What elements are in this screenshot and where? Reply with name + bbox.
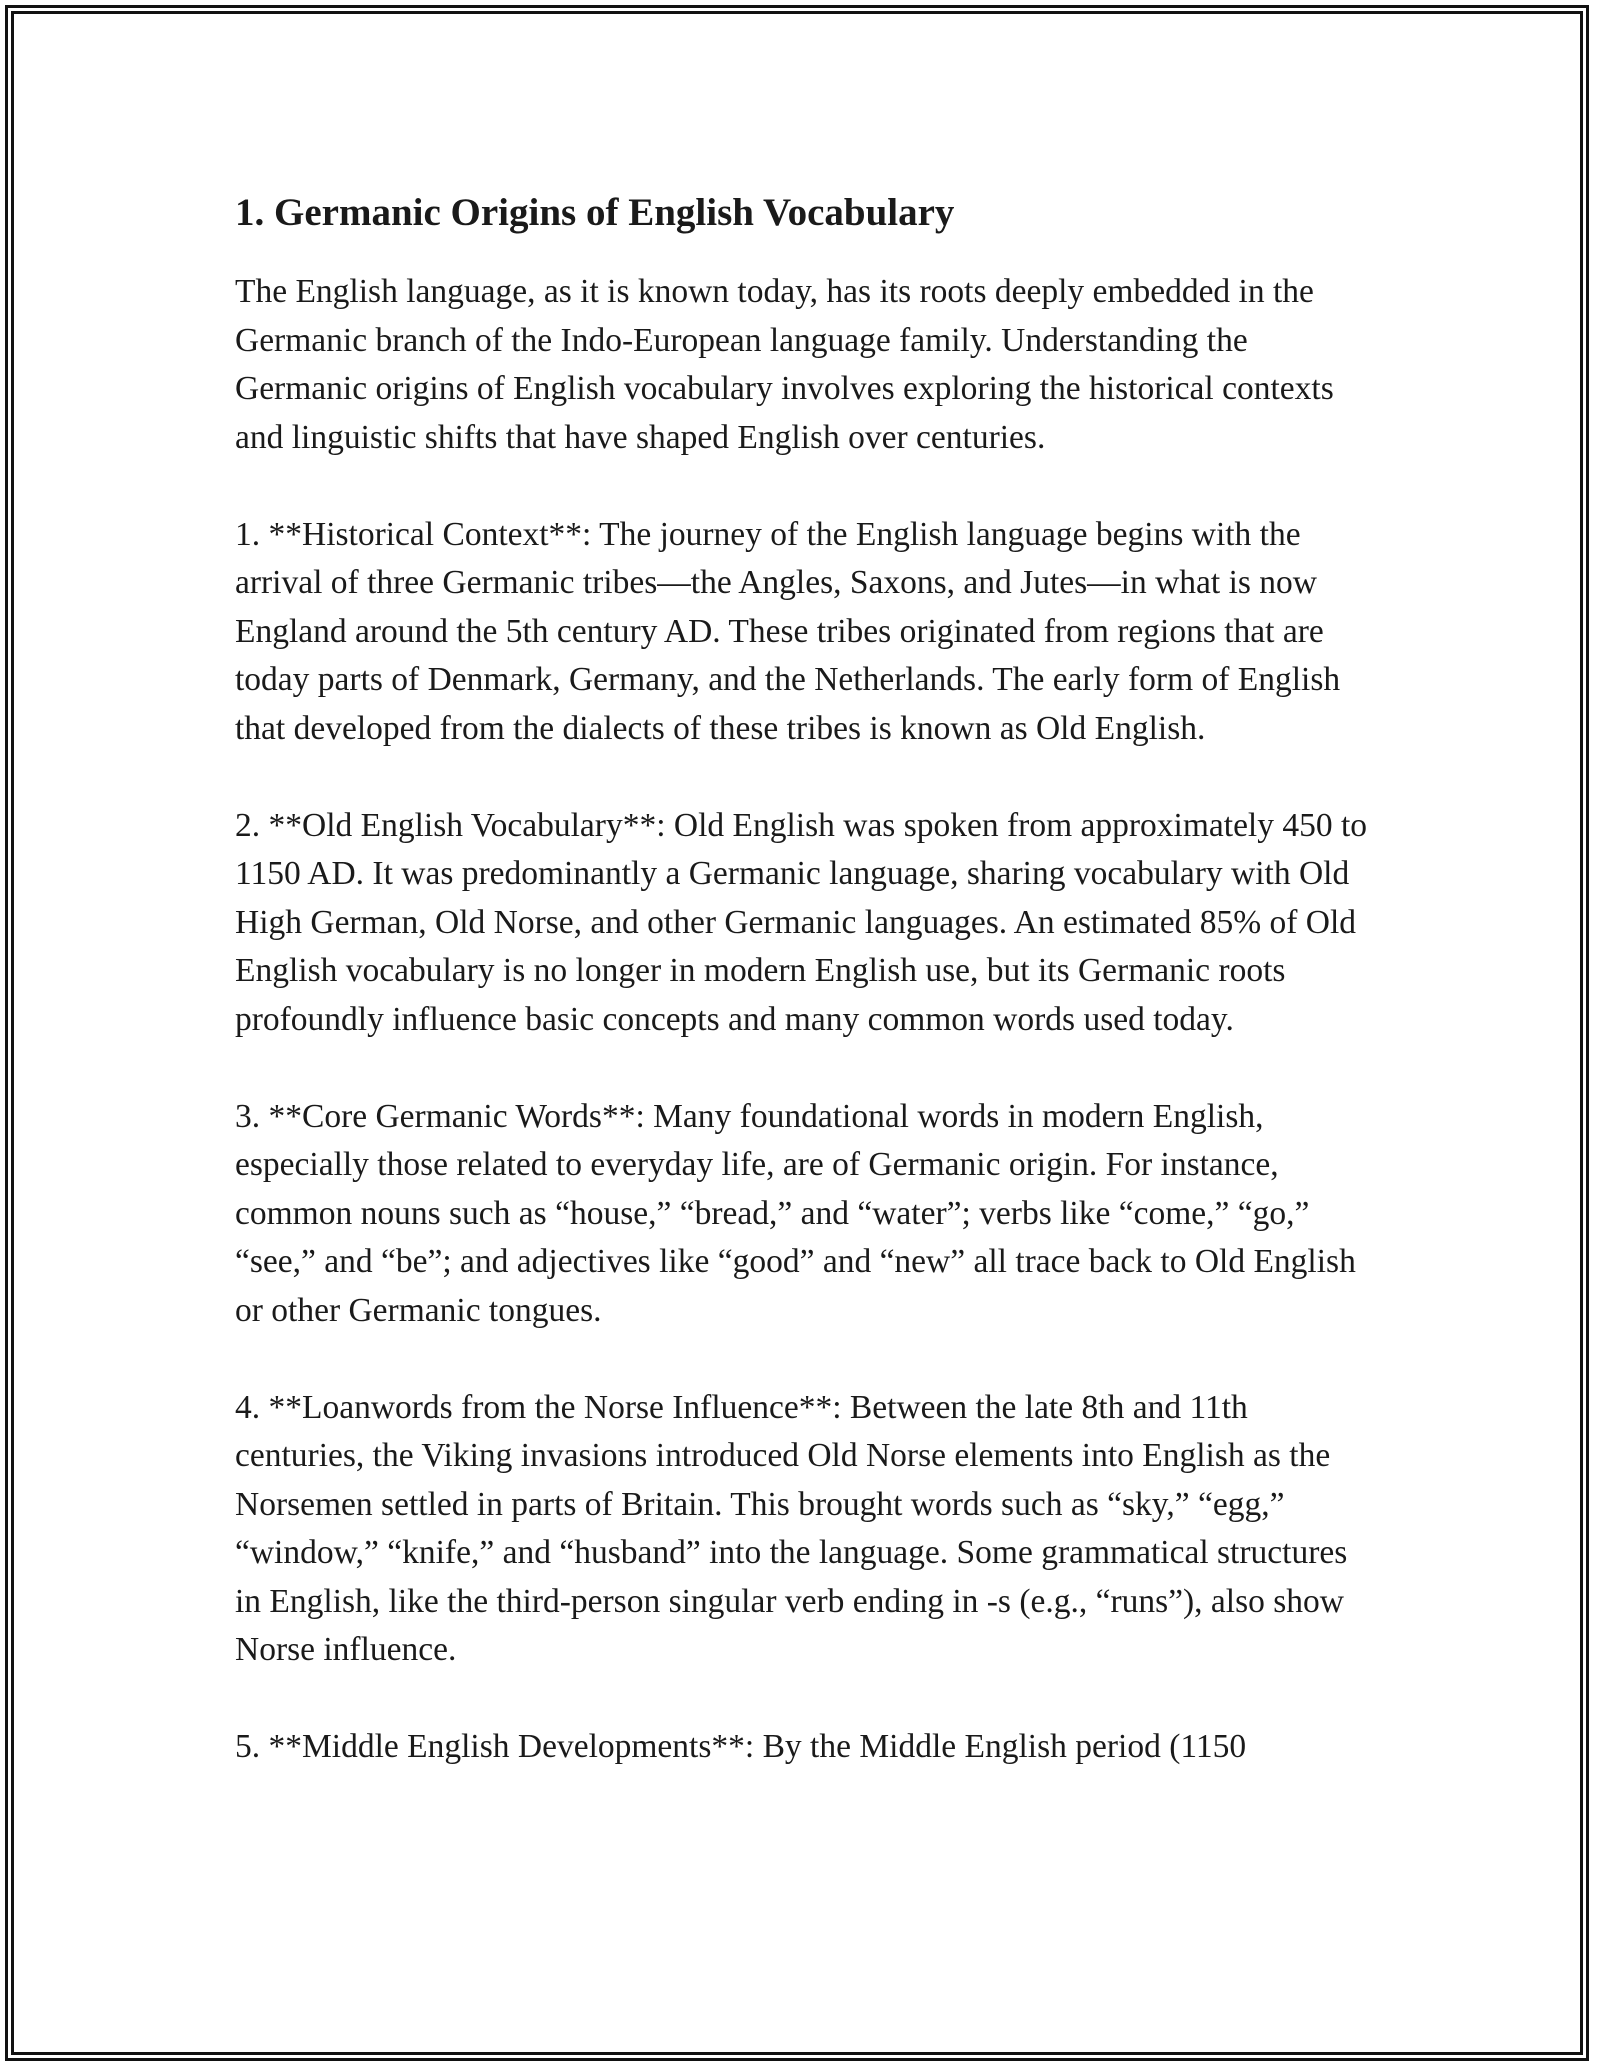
paragraph-old-english-vocabulary: 2. **Old English Vocabulary**: Old English was spoken from approximately 450 to 1150 AD. It was predominantly a Germanic language, sharing vocabulary with Old High German, Old Norse, and other Germanic languages. An estimated 85% of Old English vocabulary is no longer in modern English use, but its Germanic roots profoundly influence basic concepts and many common words used today. — [235, 806, 1368, 1038]
paragraph-middle-english: 5. **Middle English Developments**: By the Middle English period (1150 — [235, 1728, 1247, 1765]
section-title: 1. Germanic Origins of English Vocabulary — [235, 191, 955, 234]
paragraph-norse-loanwords: 4. **Loanwords from the Norse Influence**: Between the late 8th and 11th centuries, the Viking invasions introduced Old Norse elements into English as the Norsemen settled in parts of Britain. This brought words such as “sky,” “egg,” “window,” “knife,” and “husband” into the language. Some grammatical structures in English, like the third-person singular verb ending in -s (e.g., “runs”), also show Norse influence. — [235, 1388, 1348, 1668]
intro-paragraph: The English language, as it is known today, has its roots deeply embedded in the Germanic branch of the Indo-European language family. Understanding the Germanic origins of English vocabulary involves exploring the historical contexts and linguistic shifts that have shaped English over centuries. — [235, 273, 1334, 456]
paragraph-historical-context: 1. **Historical Context**: The journey of the English language begins with the arrival of three Germanic tribes—the Angles, Saxons, and Jutes—in what is now England around the 5th century AD. These tribes originated from regions that are today parts of Denmark, Germany, and the Netherlands. The early form of English that developed from the dialects of these tribes is known as Old English. — [235, 515, 1341, 747]
document-body — [235, 188, 1370, 1820]
paragraph-core-germanic-words: 3. **Core Germanic Words**: Many foundational words in modern English, especially those related to everyday life, are of Germanic origin. For instance, common nouns such as “house,” “bread,” and “water”; verbs like “come,” “go,” “see,” and “be”; and adjectives like “good” and “new” all trace back to Old English or other Germanic tongues. — [235, 1097, 1356, 1329]
